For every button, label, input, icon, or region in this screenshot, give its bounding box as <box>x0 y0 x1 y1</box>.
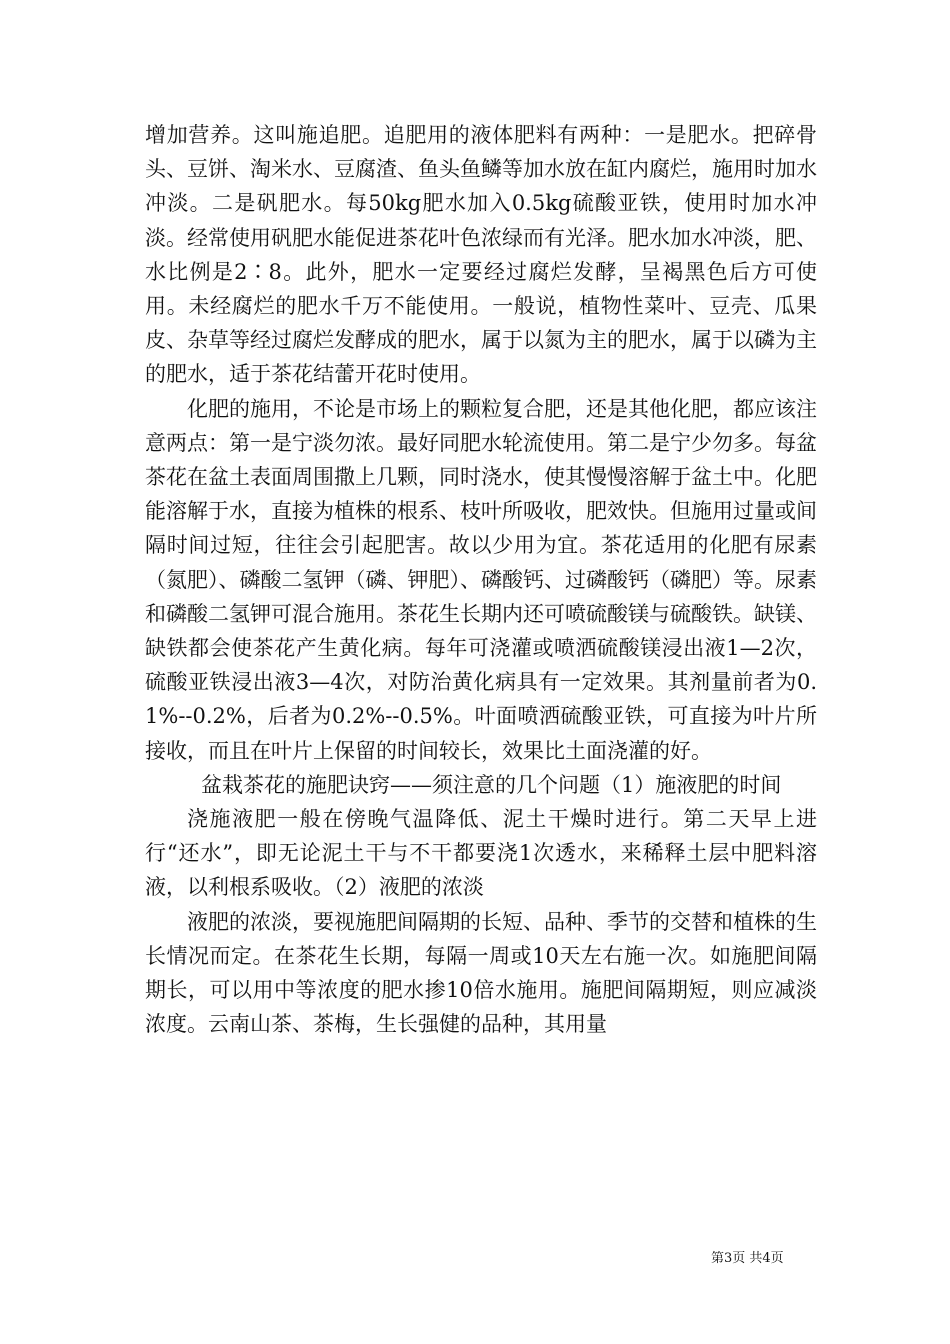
paragraph-concentration: 液肥的浓淡，要视施肥间隔期的长短、品种、季节的交替和植株的生长情况而定。在茶花生长期，每隔一周或10天左右施一次。如施肥间隔期长，可以用中等浓度的肥水掺10倍水施用。施肥间隔期短，则应减淡浓度。云南山茶、茶梅，生长强健的品种，其用量 <box>145 909 817 1037</box>
paragraph-liquid-fertilizer: 增加营养。这叫施追肥。追肥用的液体肥料有两种：一是肥水。把碎骨头、豆饼、淘米水、豆腐渣、鱼头鱼鳞等加水放在缸内腐烂，施用时加水冲淡。二是矾肥水。每50kg肥水加入0.5kg硫酸亚铁，使用时加水冲淡。经常使用矾肥水能促进茶花叶色浓绿而有光泽。肥水加水冲淡，肥、水比例是2∶8。此外，肥水一定要经过腐烂发酵，呈褐黑色后方可使用。未经腐烂的肥水千万不能使用。一般说，植物性菜叶、豆壳、瓜果皮、杂草等经过腐烂发酵成的肥水，属于以氮为主的肥水，属于以磷为主的肥水，适于茶花结蕾开花时使用。 <box>145 123 817 387</box>
document-body <box>145 118 817 1041</box>
paragraph-application-time: 浇施液肥一般在傍晚气温降低、泥土干燥时进行。第二天早上进行“还水”，即无论泥土干与不干都要浇1次透水，来稀释土层中肥料溶液，以利根系吸收。（2）液肥的浓淡 <box>145 807 817 900</box>
paragraph-chemical-fertilizer: 化肥的施用，不论是市场上的颗粒复合肥，还是其他化肥，都应该注意两点：第一是宁淡勿浓。最好同肥水轮流使用。第二是宁少勿多。每盆茶花在盆土表面周围撒上几颗，同时浇水，使其慢慢溶解于盆土中。化肥能溶解于水，直接为植株的根系、枝叶所吸收，肥效快。但施用过量或间隔时间过短，往往会引起肥害。故以少用为宜。茶花适用的化肥有尿素（氮肥）、磷酸二氢钾（磷、钾肥）、磷酸钙、过磷酸钙（磷肥）等。尿素和磷酸二氢钾可混合施用。茶花生长期内还可喷硫酸镁与硫酸铁。缺镁、缺铁都会使茶花产生黄化病。每年可浇灌或喷洒硫酸镁浸出液1—2次，硫酸亚铁浸出液3—4次，对防治黄化病具有一定效果。其剂量前者为0.1%--0.2%，后者为0.2%--0.5%。叶面喷洒硫酸亚铁，可直接为叶片所接收，而且在叶片上保留的时间较长，效果比土面浇灌的好。 <box>145 396 817 763</box>
section-heading-fertilizing-tips: 盆栽茶花的施肥诀窍——须注意的几个问题（1）施液肥的时间 <box>201 772 782 797</box>
page-number: 第3页 共4页 <box>711 1251 784 1266</box>
